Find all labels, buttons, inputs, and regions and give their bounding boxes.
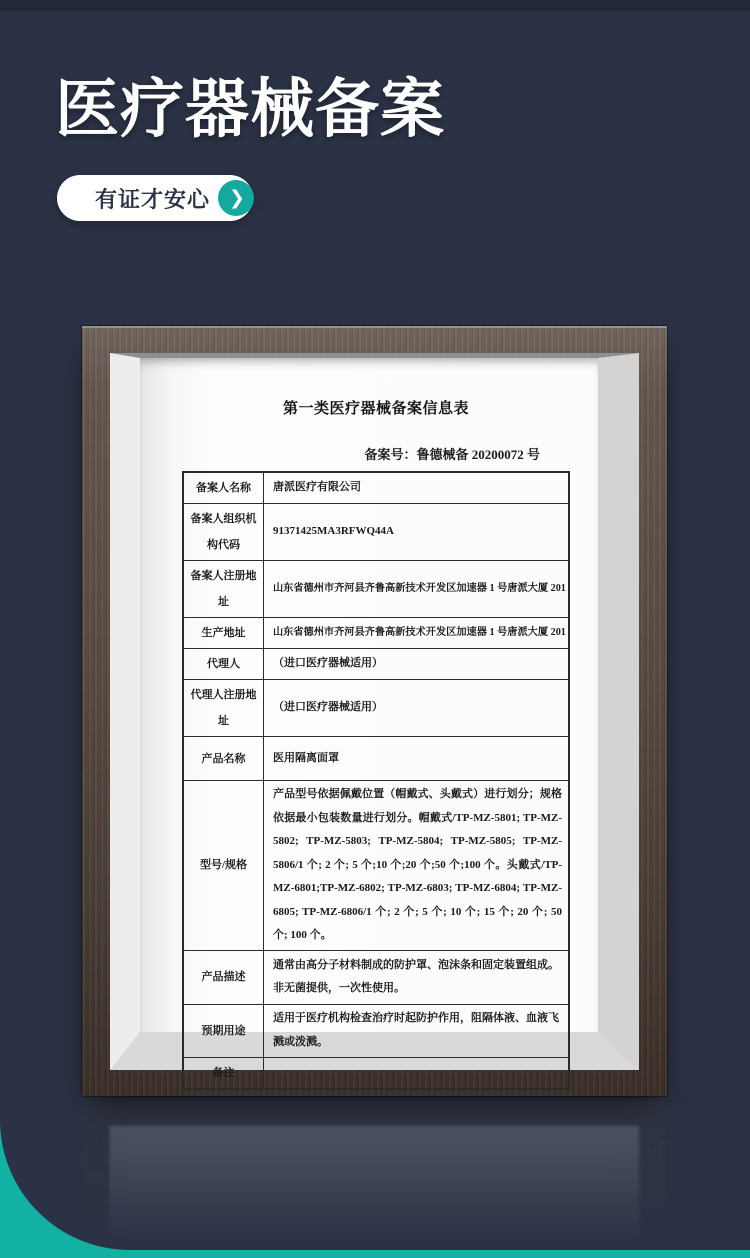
table-row bbox=[184, 737, 568, 781]
table-row bbox=[184, 504, 568, 561]
row-label: 代理人 bbox=[184, 649, 264, 679]
row-value: 产品型号依据佩戴位置（帽戴式、头戴式）进行划分；规格依据最小包装数量进行划分。帽戴式/TP-MZ-5801; TP-MZ-5802; TP-MZ-5803; TP-MZ-5804; TP-MZ-5805; TP-MZ-5806/1 个; 2 个; 5 个;10 个;20 个;50 个;100 个。头戴式/TP-MZ-6801;TP-MZ-6802; TP-MZ-6803; TP-MZ-6804; TP-MZ-6805; TP-MZ-6806/1 个; 2 个; 5 个; 10 个; 15 个; 20 个; 50 个; 100 个。 bbox=[273, 788, 562, 941]
table-row bbox=[184, 1058, 568, 1088]
row-value: （进口医疗器械适用） bbox=[273, 657, 383, 670]
row-label: 备案人注册地址 bbox=[184, 561, 264, 617]
wood-frame bbox=[82, 326, 667, 1096]
record-number-value: 鲁德械备 20200072 号 bbox=[416, 447, 540, 462]
row-value: 通常由高分子材料制成的防护罩、泡沫条和固定装置组成。非无菌提供，一次性使用。 bbox=[273, 958, 559, 994]
row-value: 山东省德州市齐河县齐鲁高新技术开发区加速器 1 号唐派大厦 201 bbox=[273, 627, 566, 639]
document-title: 第一类医疗器械备案信息表 bbox=[282, 401, 469, 417]
top-bar bbox=[0, 0, 750, 11]
certificate-frame bbox=[82, 326, 667, 1096]
record-number bbox=[182, 446, 570, 464]
certificate-document bbox=[140, 358, 598, 1079]
row-label: 代理人注册地址 bbox=[184, 680, 264, 736]
table-row bbox=[184, 680, 568, 737]
row-value: 唐派医疗有限公司 bbox=[273, 481, 361, 494]
row-label: 备案人名称 bbox=[184, 473, 264, 503]
table-row bbox=[184, 618, 568, 649]
row-value: （进口医疗器械适用） bbox=[273, 701, 383, 714]
row-label: 备案人组织机构代码 bbox=[184, 504, 264, 560]
badge-label: 有证才安心 bbox=[95, 186, 211, 212]
table-row bbox=[184, 473, 568, 504]
row-label: 备注 bbox=[184, 1058, 264, 1088]
row-value: 91371425MA3RFWQ44A bbox=[273, 525, 394, 538]
row-value: 山东省德州市齐河县齐鲁高新技术开发区加速器 1 号唐派大厦 201 bbox=[273, 583, 566, 595]
registration-table bbox=[182, 471, 570, 1090]
table-row bbox=[184, 781, 568, 951]
row-label: 产品名称 bbox=[184, 737, 264, 780]
arrow-right-icon: ❯ bbox=[218, 180, 254, 216]
row-value: 医用隔离面罩 bbox=[273, 751, 339, 764]
frame-reflection bbox=[82, 1100, 667, 1250]
frame-matte bbox=[110, 353, 639, 1079]
table-row bbox=[184, 561, 568, 618]
row-value: 适用于医疗机构检查治疗时起防护作用，阻隔体液、血液飞溅或泼溅。 bbox=[273, 1012, 559, 1048]
row-value bbox=[264, 1058, 568, 1088]
table-row bbox=[184, 951, 568, 1005]
certified-badge[interactable] bbox=[57, 175, 253, 221]
row-label: 生产地址 bbox=[184, 618, 264, 648]
row-label: 预期用途 bbox=[184, 1005, 264, 1057]
row-label: 产品描述 bbox=[184, 951, 264, 1004]
table-row bbox=[184, 1005, 568, 1058]
page-title: 医疗器械备案 bbox=[55, 73, 445, 145]
table-row bbox=[184, 649, 568, 680]
record-number-label: 备案号： bbox=[364, 447, 417, 462]
row-label: 型号/规格 bbox=[184, 781, 264, 950]
